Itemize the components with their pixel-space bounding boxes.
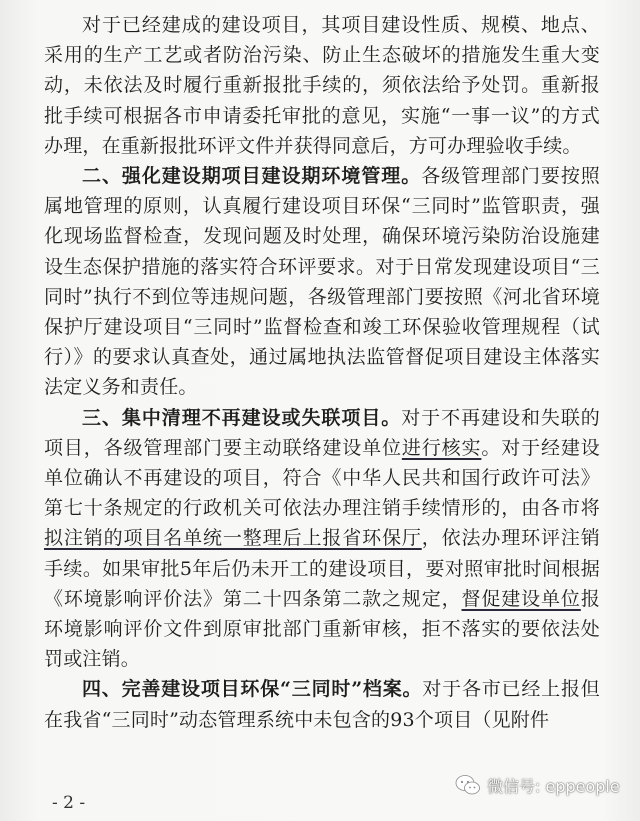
handwritten-underline-text: 拟注销的项目名单统一整理后上报省环保厅 xyxy=(44,527,422,550)
section-heading: 三、集中清理不再建设或失联项目。 xyxy=(82,406,402,429)
paragraph xyxy=(44,10,600,161)
body-text-run: 。对于经建设单位确认不再建设的项目，符合《中华人民共和国行政许可法》第七十条规定的行政机关可依法办理注销手续情形的，由各市将 xyxy=(44,436,600,520)
body-text-run: 对于不再建设和失联的项目，各级管理部门要主动联络建设单位 xyxy=(44,406,600,459)
document-body xyxy=(44,10,600,735)
body-text-run: 报环境影响评价文件到原审批部门重新审核，拒不落实的要依法处罚或注销。 xyxy=(44,587,601,671)
paragraph xyxy=(44,674,600,734)
wechat-icon xyxy=(455,774,481,796)
wechat-watermark xyxy=(455,772,620,798)
handwritten-underline-text: 督促建设单位 xyxy=(461,587,581,610)
page-number: - 2 - xyxy=(52,793,86,813)
body-text-run: 对于各市已经上报但在我省“三同时”动态管理系统中未包含的93个项目（见附件 xyxy=(44,678,600,731)
handwritten-underline-text: 进行核实 xyxy=(401,436,482,459)
section-heading: 四、完善建设项目环保“三同时”档案。 xyxy=(82,678,423,701)
body-text-run: ，依法办理环评注销手续。如果审批5年后仍未开工的建设项目，要对照审批时间根据《环境影响评价法》第二十四条第二款之规定， xyxy=(44,527,600,610)
paragraph xyxy=(44,161,600,403)
body-text-run: 各级管理部门要按照属地管理的原则，认真履行建设项目环保“三同时”监管职责，强化现场监督检查，发现问题及时处理，确保环境污染防治设施建设生态保护措施的落实符合环评要求。对于日常发现建设项目“三同时”执行不到位等违规问题，各级管理部门要按照《河北省环境保护厅建设项目“三同时”监督检查和竣工环保验收管理规程（试行）》的要求认真查处，通过属地执法监管督促项目建设主体落实法定义务和责任。 xyxy=(44,165,600,399)
paragraph xyxy=(44,403,600,675)
watermark-text: 微信号: eppeople xyxy=(487,776,620,796)
body-text-run: 对于已经建成的建设项目，其项目建设性质、规模、地点、采用的生产工艺或者防治污染、防止生态破坏的措施发生重大变动，未依法及时履行重新报批手续的，须依法给予处罚。重新报批手续可根据各市申请委托审批的意见，实施“一事一议”的方式办理，在重新报批环评文件并获得同意后，方可办理验收手续。 xyxy=(44,14,600,157)
section-heading: 二、强化建设期项目建设期环境管理。 xyxy=(82,165,422,188)
